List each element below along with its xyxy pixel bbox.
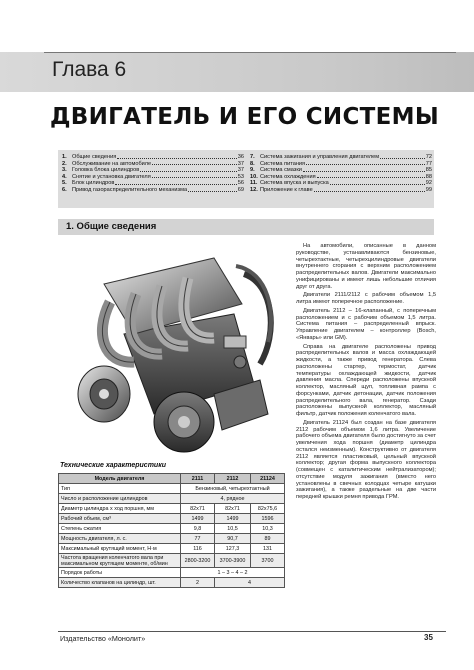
specs-value: 10,5 xyxy=(215,524,251,534)
specs-heading: Технические характеристики xyxy=(60,462,167,469)
toc-item xyxy=(250,161,432,168)
toc-item-title: Головка блока цилиндров xyxy=(72,167,140,174)
specs-value: 82x71 xyxy=(181,504,215,514)
specs-row-label: Степень сжатия xyxy=(59,524,181,534)
specs-col-header: 21124 xyxy=(251,474,285,484)
body-paragraph: Двигатели 2111/2112 с рабочим объемом 1,5 литра имеют поперечное расположение. xyxy=(296,292,436,305)
specs-row xyxy=(59,554,285,568)
toc-item-number: 12. xyxy=(250,186,258,193)
specs-col-header: 2111 xyxy=(181,474,215,484)
specs-row xyxy=(59,484,285,494)
toc-item-title: Обслуживание на автомобиле xyxy=(72,160,152,167)
toc-item-leader xyxy=(152,161,237,166)
toc-item-number: 6. xyxy=(62,186,67,193)
toc-item-page: 36 xyxy=(237,154,244,160)
chapter-label: Глава 6 xyxy=(52,58,127,81)
toc-item xyxy=(62,154,244,161)
specs-value-span: 4, рядное xyxy=(181,494,285,504)
specs-row xyxy=(59,494,285,504)
section-header xyxy=(58,219,434,235)
toc-item-page: 37 xyxy=(237,167,244,174)
specs-value: 2 xyxy=(181,578,215,588)
toc-item-number: 4. xyxy=(62,173,67,180)
toc-item-number: 9. xyxy=(250,167,255,174)
specs-row xyxy=(59,514,285,524)
toc-item-leader xyxy=(380,154,425,159)
body-paragraph: На автомобили, описанные в данном руководстве, устанавливаются бензиновые, четырехтактные, четырехцилиндровые двигатели внутреннего сгорания с верхним расположением распределительных валов. Двигатели максимально унифицированы и имеют лишь небольшие отличия друг от друга. xyxy=(296,243,436,290)
specs-value: 131 xyxy=(251,544,285,554)
toc-item-page: 69 xyxy=(237,186,244,193)
toc-item-title: Система охлаждения xyxy=(260,173,316,180)
specs-value: 90,7 xyxy=(215,534,251,544)
specs-value: 1499 xyxy=(181,514,215,524)
specs-row-label: Количество клапанов на цилиндр, шт. xyxy=(59,578,181,588)
specs-value: 82x71 xyxy=(215,504,251,514)
specs-value: 77 xyxy=(181,534,215,544)
toc-item-page: 53 xyxy=(237,173,244,180)
toc-item-leader xyxy=(306,161,425,166)
toc-item-number: 10. xyxy=(250,173,258,180)
toc-item-title: Система смазки xyxy=(260,167,302,174)
toc-item xyxy=(62,167,244,174)
toc-item-number: 1. xyxy=(62,154,67,160)
toc-item-number: 8. xyxy=(250,160,255,167)
publisher: Издательство «Монолит» xyxy=(60,634,146,643)
body-paragraph: Двигатель 21124 был создан на базе двигателя 2112 рабочим объемом 1,6 литра. Увеличение рабочего объема двигателя было достигнуто за счет увеличения хода поршня (диаметр цилиндра остался неизменным). Конструктивно от двигателя 2112 является пластиковый, цельный впускной коллектор; другая форма выпускного коллектора (совмещен с каталитическим нейтрализатором); отсутствие модуля зажигания (вместо него установлены в свечных колодцах четыре катушки зажигания), а также раздельные на две части передней крышки ремня привода ГРМ. xyxy=(296,419,436,500)
toc-item xyxy=(250,187,432,194)
toc-item-title: Приложение к главе xyxy=(260,186,313,193)
toc-item-page: 88 xyxy=(425,173,432,180)
toc-item xyxy=(250,167,432,174)
specs-col-header: Модель двигателя xyxy=(59,474,181,484)
toc-item-title: Система зажигания и управления двигателем xyxy=(260,154,380,160)
toc-item-title: Блок цилиндров xyxy=(72,180,115,187)
toc-item-number: 2. xyxy=(62,160,67,167)
specs-row-label: Число и расположение цилиндров xyxy=(59,494,181,504)
specs-row xyxy=(59,534,285,544)
toc-item-leader xyxy=(303,167,425,172)
specs-header-row xyxy=(59,474,285,484)
specs-value-span: 4 xyxy=(215,578,285,588)
specs-value-span: 1 – 3 – 4 – 2 xyxy=(181,568,285,578)
chapter-band xyxy=(0,52,474,92)
toc-column-right xyxy=(250,154,432,194)
specs-table xyxy=(58,473,285,588)
toc-item-title: Общие сведения xyxy=(72,154,117,160)
chapter-band-rule xyxy=(44,52,456,53)
toc-item-number: 3. xyxy=(62,167,67,174)
body-text xyxy=(296,243,436,503)
specs-value-span: Бензиновый, четырехтактный xyxy=(181,484,285,494)
specs-value: 89 xyxy=(251,534,285,544)
toc-item xyxy=(250,174,432,181)
page-number: 35 xyxy=(424,633,433,642)
specs-row-label: Тип xyxy=(59,484,181,494)
specs-value: 10,3 xyxy=(251,524,285,534)
body-paragraph: Справа на двигателе расположены привод распределительных валов и масса охлаждающей жидкости, а также привод генератора. Слева расположены стартер, термостат, датчик температуры охлаждающей жидкости, датчик давления масла. Спереди расположены впускной коллектор, масляный щуп, топливная рампа с форсунками, датчик детонации, датчик положения распределительного вала, генератор. Сзади расположены выпускной коллектор, масляный фильтр, датчик положения коленчатого вала. xyxy=(296,343,436,417)
toc-item-page: 72 xyxy=(425,154,432,160)
specs-value: 9,8 xyxy=(181,524,215,534)
specs-row-label: Частота вращения коленчатого вала при максимальном крутящем моменте, об/мин xyxy=(59,554,181,568)
specs-row-label: Рабочий объем, см³ xyxy=(59,514,181,524)
engine-illustration-icon xyxy=(64,244,286,458)
chapter-title: ДВИГАТЕЛЬ И ЕГО СИСТЕМЫ xyxy=(50,104,439,130)
toc-item xyxy=(62,161,244,168)
toc-item xyxy=(62,174,244,181)
toc-item-leader xyxy=(314,187,425,192)
toc-item-page: 37 xyxy=(237,160,244,167)
specs-row-label: Диаметр цилиндра х ход поршня, мм xyxy=(59,504,181,514)
specs-col-header: 2112 xyxy=(215,474,251,484)
toc-item-page: 85 xyxy=(425,167,432,174)
specs-value: 3700-3900 xyxy=(215,554,251,568)
specs-row xyxy=(59,568,285,578)
toc-item-leader xyxy=(317,174,425,179)
table-of-contents xyxy=(58,150,434,208)
specs-value: 127,3 xyxy=(215,544,251,554)
toc-item-title: Снятие и установка двигателя xyxy=(72,173,151,180)
specs-row-label: Порядок работы xyxy=(59,568,181,578)
toc-item-title: Привод газораспределительного механизма xyxy=(72,186,188,193)
toc-item-number: 11. xyxy=(250,180,258,187)
specs-value: 116 xyxy=(181,544,215,554)
toc-item-page: 99 xyxy=(425,186,432,193)
toc-item-page: 92 xyxy=(425,180,432,187)
toc-item-number: 5. xyxy=(62,180,67,187)
toc-item-page: 56 xyxy=(237,180,244,187)
specs-value: 1596 xyxy=(251,514,285,524)
toc-item-leader xyxy=(140,167,237,172)
specs-row xyxy=(59,544,285,554)
footer-rule xyxy=(58,631,446,632)
toc-item-leader xyxy=(115,180,236,185)
specs-value: 3700 xyxy=(251,554,285,568)
toc-item-number: 7. xyxy=(250,154,255,160)
specs-value: 82x75,6 xyxy=(251,504,285,514)
body-paragraph: Двигатель 2112 – 16-клапанный, с поперечным расположением и с рабочим объемом 1,5 литра. Система питания – распределенный впрыск. Управление двигателем – контроллер (Bosch, «Январь» или GM). xyxy=(296,307,436,341)
specs-row xyxy=(59,524,285,534)
toc-item xyxy=(250,154,432,161)
specs-row-label: Максимальный крутящий момент, Н·м xyxy=(59,544,181,554)
toc-item-leader xyxy=(188,187,237,192)
toc-item-page: 77 xyxy=(425,160,432,167)
toc-item-title: Система питания xyxy=(260,160,306,167)
toc-column-left xyxy=(62,154,244,194)
toc-item xyxy=(62,187,244,194)
specs-row xyxy=(59,504,285,514)
specs-value: 2800-3200 xyxy=(181,554,215,568)
section-title: 1. Общие сведения xyxy=(66,221,157,232)
toc-item-leader xyxy=(117,154,237,159)
toc-item-leader xyxy=(152,174,237,179)
specs-value: 1499 xyxy=(215,514,251,524)
specs-row xyxy=(59,578,285,588)
toc-item xyxy=(62,180,244,187)
toc-item-title: Система впуска и выпуска xyxy=(260,180,329,187)
toc-item xyxy=(250,180,432,187)
specs-row-label: Мощность двигателя, л. с. xyxy=(59,534,181,544)
toc-item-leader xyxy=(330,180,425,185)
